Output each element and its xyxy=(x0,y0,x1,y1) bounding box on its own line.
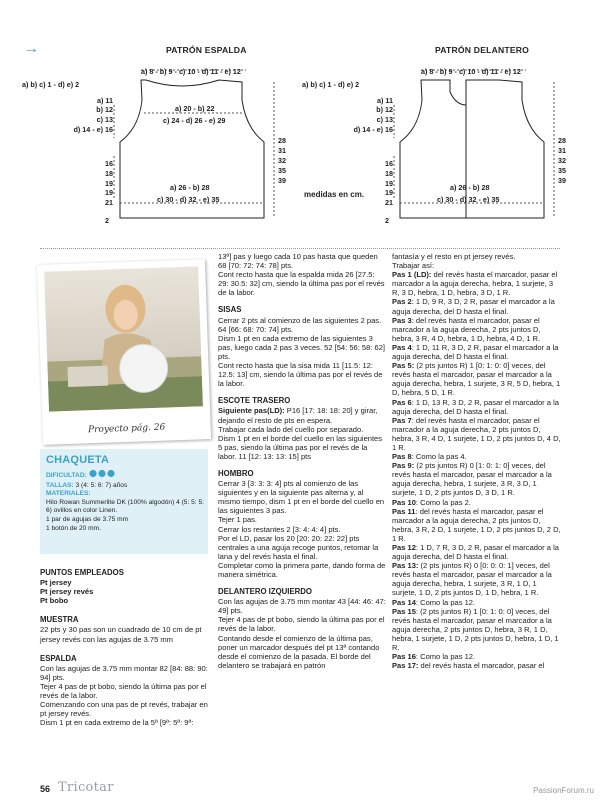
row-2-key: Pas 3 xyxy=(392,315,412,325)
row-1-text: : 1 D, 9 R, 3 D, 2 R, pasar el marcador a la aguja derecha, del D hasta el final. xyxy=(392,297,555,316)
back-right-1: 31 xyxy=(278,146,286,155)
back-shoulder-label: a) b) c) 1 - d) e) 2 xyxy=(22,80,80,89)
escote-0: P16 [17: 18: 18: 20] y girar, dejando el resto de pts en espera. xyxy=(218,406,378,425)
back-hem: 2 xyxy=(105,216,109,225)
back-schematic xyxy=(20,60,302,235)
sisas-heading: SISAS xyxy=(218,305,242,315)
material-0: Hilo Rowan Summerlite DK (100% algodón) 4 (5: 5: 5: xyxy=(46,498,204,506)
row-9-text: : Como la pas 2. xyxy=(415,497,471,507)
info-title: CHAQUETA xyxy=(46,454,110,466)
row-10-text: : del revés hasta el marcador, pasar el marcador a la aguja derecha, 2 pts juntos D, hebra, 3 R, 2 D, 1 surjete, 1 D, 2 pts juntos D, 2 D, 1 R. xyxy=(392,506,561,543)
back-armhole-2: c) 13 xyxy=(96,115,113,124)
row-6-key: Pas 7 xyxy=(392,415,412,425)
row-5-key: Pas 6 xyxy=(392,397,412,407)
back-mid-c-label: c) 24 - d) 26 - e) 29 xyxy=(163,116,226,125)
col2-intro-0: 13ª] pas y luego cada 10 pas hasta que queden 68 [70: 72: 74: 78] pts. xyxy=(218,252,378,271)
front-shoulder-label: a) b) c) 1 - d) e) 2 xyxy=(302,80,360,89)
front-armhole-3: d) 14 - e) 16 xyxy=(353,125,393,134)
sizes-value: 3 (4: 5: 6: 7) años xyxy=(75,481,128,489)
delantero-1: Tejer 4 pas de pt bobo, siendo la última pas por el revés de la labor. xyxy=(218,615,385,634)
column-3 xyxy=(392,252,562,670)
page-number: 56 xyxy=(40,784,51,794)
front-right-0: 28 xyxy=(558,136,566,145)
front-bottom-c: c) 30 - d) 32 - e) 35 xyxy=(437,195,500,204)
front-left-0: 16 xyxy=(385,159,393,168)
col3-intro-1: Trabajar así: xyxy=(392,261,435,271)
point-0: Pt jersey xyxy=(40,578,72,588)
front-left-3: 19 xyxy=(385,188,393,197)
front-bottom-a: a) 26 - b) 28 xyxy=(450,183,490,192)
row-13-text: : Como la pas 12. xyxy=(415,597,476,607)
row-10-key: Pas 11 xyxy=(392,506,416,516)
back-right-2: 32 xyxy=(278,156,286,165)
photo-caption: Proyecto pág. 26 xyxy=(87,422,166,436)
row-8-key: Pas 9: xyxy=(392,461,415,471)
back-left-1: 18 xyxy=(105,169,113,178)
row-0-key: Pas 1 (LD): xyxy=(392,270,432,280)
front-hem: 2 xyxy=(385,216,389,225)
col2-intro-1: Cont recto hasta que la espalda mida 26 [27.5: 29: 30.5: 32] cm, siendo la última pas por el revés de la labor. xyxy=(218,270,385,298)
child-illustration xyxy=(44,266,203,411)
front-right-3: 35 xyxy=(558,166,566,175)
arrow-right-icon: → xyxy=(23,40,39,57)
escote-1: Trabajar cada lado del cuello por separado. xyxy=(218,424,364,434)
row-11-key: Pas 12 xyxy=(392,543,416,552)
front-left-2: 19 xyxy=(385,179,393,188)
back-right-3: 35 xyxy=(278,166,286,175)
back-text-2: Comenzando con una pas de pt revés, trabajar en pt jersey revés. xyxy=(40,700,208,719)
row-3-key: Pas 4 xyxy=(392,342,412,352)
hombro-4: Completar como la primera parte, dando forma de manera simétrica. xyxy=(218,560,386,579)
front-right-4: 39 xyxy=(558,176,566,185)
delantero-heading: DELANTERO IZQUIERDO xyxy=(218,587,312,597)
front-right-1: 31 xyxy=(558,146,566,155)
row-6-text: : del revés hasta el marcador, pasar el marcador a la aguja derecha, 2 pts juntos D, hebra, 3 R, 4 D, 1 surjete, 1 D, 2 pts juntos D, 4 D, 1 R. xyxy=(392,415,561,452)
escote-2: Dism 1 pt en el borde del cuello en las siguientes 5 pas, siendo la última pas por el revés de la labor. 11 [12: 13: 13: 15] pts xyxy=(218,433,383,461)
point-1: Pt jersey revés xyxy=(40,587,94,597)
hombro-1: Tejer 1 pas. xyxy=(218,515,258,525)
back-left-3: 19 xyxy=(105,188,113,197)
back-text-1: Tejer 4 pas de pt bobo, siendo la última pas por el revés de la labor. xyxy=(40,681,207,701)
back-top-label: a) 8 - b) 9 - c) 10 - d) 11 - e) 12 xyxy=(141,67,241,76)
row-8-text: (2 pts juntos R) 0 [1: 0: 1: 0] veces, del revés hasta el marcador, pasar el marcador a la aguja derecha, hebra, 1 surjete, 3 R, 3 D, 1 surjete, 1 D, 2 pts juntos D, 3 D, 1 R. xyxy=(392,461,552,498)
delantero-0: Con las agujas de 3.75 mm montar 43 [44: 46: 47: 49] pts. xyxy=(218,597,386,616)
photo-image xyxy=(44,266,203,411)
row-16-text: del revés hasta el marcador, pasar el xyxy=(420,661,545,671)
row-9-key: Pas 10 xyxy=(392,497,416,507)
material-2: 1 par de agujas de 3.75 mm xyxy=(46,515,129,523)
hombro-0: Cerrar 3 [3: 3: 3: 4] pts al comienzo de las siguientes y en la siguiente pas alterna y, al mismo tiempo, dism 1 pt en el borde del cuello en las siguientes 3 pas. xyxy=(218,479,385,516)
back-armhole-3: d) 14 - e) 16 xyxy=(73,125,113,134)
back-bottom-c: c) 30 - d) 32 - e) 35 xyxy=(157,195,220,204)
front-schematic xyxy=(300,60,582,235)
back-armhole-0: a) 11 xyxy=(97,96,113,105)
escote-heading: ESCOTE TRASERO xyxy=(218,396,291,406)
column-1 xyxy=(40,562,210,727)
front-armhole-1: b) 12 xyxy=(376,105,393,114)
row-12-text: (2 pts juntos R) 0 [0: 0: 0: 1] veces, del revés hasta el marcador, pasar el marcador a la aguja derecha, hebra, 1 surjete, 3 R, 1 D, 1 surjete, 1 D, 2 pts juntos D, 1 D, hebra, 1 R. xyxy=(392,561,552,598)
sizes-label: TALLAS: xyxy=(46,481,74,489)
material-1: 6) ovillos en color Linen. xyxy=(46,507,118,515)
back-armhole-1: b) 12 xyxy=(96,105,113,114)
row-4-key: Pas 5: xyxy=(392,361,415,371)
difficulty-label: DIFICULTAD: xyxy=(46,472,87,480)
front-right-2: 32 xyxy=(558,156,566,165)
col3-intro-0: fantasía y el resto en pt jersey revés. xyxy=(392,252,516,261)
back-text-0: Con las agujas de 3.75 mm montar 82 [84: 88: 90: 94] pts. xyxy=(40,663,208,682)
row-0-text: del revés hasta el marcador, pasar el marcador a la aguja derecha, hebra, 1 surjete, 3 R, 3 D, hebra, 1 D, hebra, 3 D, 1 R. xyxy=(392,270,558,298)
row-1-key: Pas 2 xyxy=(392,297,412,307)
point-2: Pt bobo xyxy=(40,596,69,606)
row-4-text: (2 pts juntos R) 1 [0: 1: 0: 0] veces, del revés hasta el marcador, pasar el marcador a la aguja derecha, hebra, 1 surjete, 3 R, 5 D, hebra, 1 D, hebra, 5 D, 1 R. xyxy=(392,361,561,398)
sisas-0: Cerrar 2 pts al comienzo de las siguientes 2 pas. 64 [66: 68: 70: 74] pts. xyxy=(218,315,382,334)
back-heading: ESPALDA xyxy=(40,653,77,663)
back-bottom-a: a) 26 - b) 28 xyxy=(170,183,210,192)
row-13-key: Pas 14 xyxy=(392,597,416,607)
materials-label: MATERIALES: xyxy=(46,490,91,498)
watermark: PassionForum.ru xyxy=(533,786,594,795)
row-5-text: : 1 D, 13 R, 3 D, 2 R, pasar el marcador a la aguja derecha, del D hasta el final. xyxy=(392,397,559,416)
front-left-1: 18 xyxy=(385,169,393,178)
hombro-3: Por el LD, pasar los 20 [20: 20: 22: 22] pts centrales a una aguja recoge puntos, retomar la lana y del revés hasta el final. xyxy=(218,533,379,561)
row-14-key: Pas 15 xyxy=(392,606,416,616)
back-text-3: Dism 1 pt en cada extremo de la 5ª [9ª: 5ª: 9ª: xyxy=(40,718,194,728)
row-14-text: : (2 pts juntos R) 1 [0: 1: 0: 0] veces, del revés hasta el marcador, pasar el marcador a la aguja derecha, 2 pts juntos D, hebra, 3 R, 1 D, hebra, 1 surjete, 1 D, 2 pts juntos D, hebra, 1 D, 1 R. xyxy=(392,606,559,653)
hombro-heading: HOMBRO xyxy=(218,468,254,478)
delantero-2: Contando desde el comienzo de la última pas, poner un marcador después del pt 13ª contando desde el comienzo de la pasada. El borde del delantero se trabajará en patrón xyxy=(218,633,380,670)
front-armhole-2: c) 13 xyxy=(376,115,393,124)
points-heading: PUNTOS EMPLEADOS xyxy=(40,568,124,577)
back-mid-a-label: a) 20 - b) 22 xyxy=(175,104,215,113)
row-2-text: : del revés hasta el marcador, pasar el marcador a la aguja derecha, 2 pts juntos D, hebra, 3 R, 4 D, hebra, 1 D, hebra, 4 D, 1 R. xyxy=(392,315,541,343)
front-left-4: 21 xyxy=(385,198,393,207)
info-box xyxy=(40,449,208,554)
sisas-2: Cont recto hasta que la sisa mida 11 [11.5: 12: 12.5: 13] cm, siendo la última pas por el revés de la labor. xyxy=(218,361,383,389)
difficulty-icons xyxy=(89,469,119,482)
back-pattern-title: PATRÓN ESPALDA xyxy=(166,45,247,55)
back-left-4: 21 xyxy=(105,198,113,207)
magazine-logo: Tricotar xyxy=(58,780,114,795)
row-15-key: Pas 16 xyxy=(392,652,416,662)
material-3: 1 botón de 20 mm. xyxy=(46,524,101,532)
measures-note: medidas en cm. xyxy=(304,190,365,199)
front-pattern-title: PATRÓN DELANTERO xyxy=(435,45,530,55)
row-12-key: Pas 13: xyxy=(392,561,419,571)
back-left-0: 16 xyxy=(105,159,113,168)
row-7-key: Pas 8 xyxy=(392,452,412,462)
section-divider xyxy=(40,248,560,249)
back-left-2: 19 xyxy=(105,179,113,188)
back-right-4: 39 xyxy=(278,176,286,185)
sisas-1: Dism 1 pt en cada extremo de las siguientes 3 pas, luego cada 2 pas 3 veces. 52 [54: 56: 58: 62] pts. xyxy=(218,333,385,361)
back-right-0: 28 xyxy=(278,136,286,145)
hombro-2: Cerrar los restantes 2 [3: 4: 4: 4] pts. xyxy=(218,524,341,534)
front-armhole-0: a) 11 xyxy=(377,96,393,105)
row-11-text: : 1 D, 7 R, 3 D, 2 R, pasar el marcador a la aguja derecha, del D hasta el final. xyxy=(392,543,559,562)
row-7-text: : Como la pas 4. xyxy=(411,452,467,462)
escote-lead: Siguiente pas(LD): xyxy=(218,406,285,416)
sample-heading: MUESTRA xyxy=(40,615,79,625)
sample-text: 22 pts y 30 pas son un cuadrado de 10 cm de pt jersey revés con las agujas de 3.75 mm xyxy=(40,625,202,644)
row-15-text: : Como la pas 12. xyxy=(415,652,476,662)
project-photo xyxy=(37,259,211,445)
row-16-key: Pas 17: xyxy=(392,661,419,671)
column-2 xyxy=(218,252,386,670)
row-3-text: : 1 D, 11 R, 3 D, 2 R, pasar el marcador a la aguja derecha, del D hasta el final. xyxy=(392,342,559,362)
front-top-label: a) 8 - b) 9 - c) 10 - d) 11 - e) 12 xyxy=(421,67,521,76)
